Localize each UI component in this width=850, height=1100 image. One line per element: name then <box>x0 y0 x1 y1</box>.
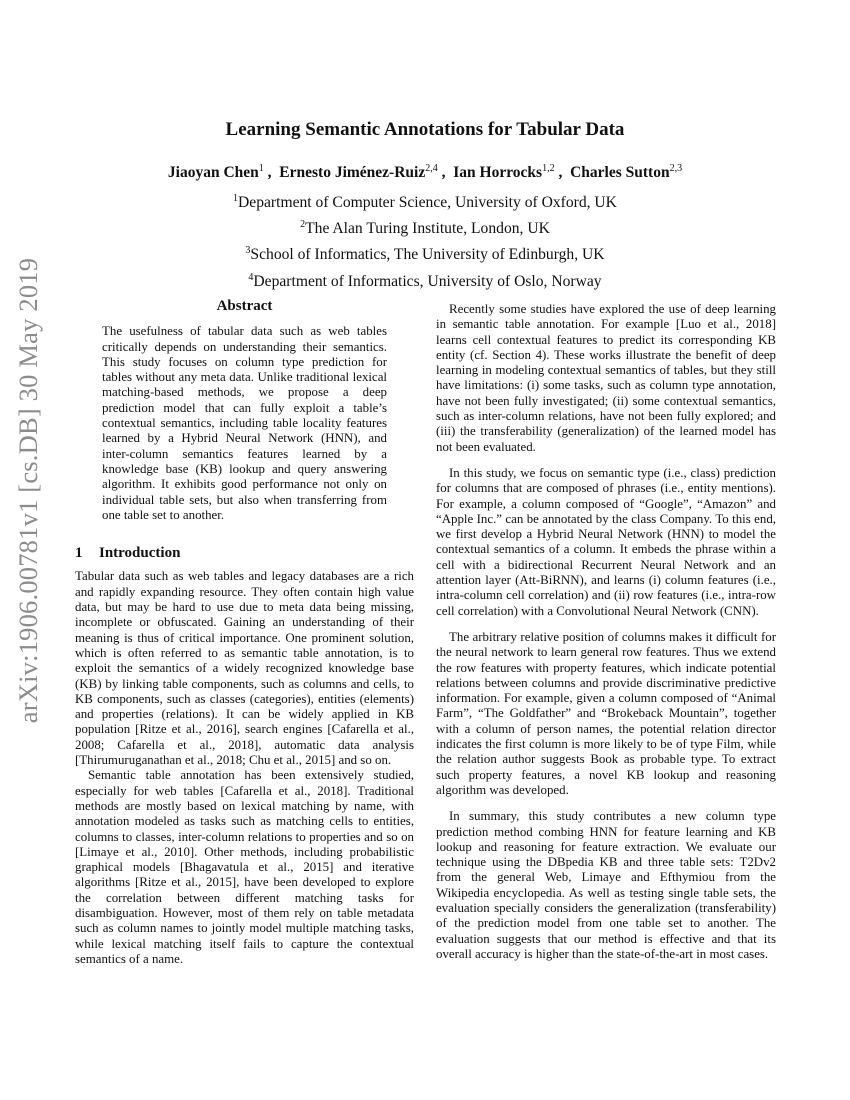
affiliation-list <box>0 188 850 293</box>
author-name: Ian Horrocks <box>453 164 543 182</box>
author-name: Ernesto Jiménez-Ruiz <box>279 164 426 182</box>
intro-paragraph-1: Tabular data such as web tables and legacy databases are a rich and rapidly expanding resource. They often contain high value data, but may be hard to use due to meta data being missing, incomplete or obfuscated. Gaining an understanding of their meaning is thus of critical importance. One prominent solution, which is often referred to as semantic table annotation, is to exploit the semantics of a widely recognized knowledge base (KB) by linking table components, such as columns and cells, to KB components, such as classes (categories), entities (elements) and properties (relations). It can be widely applied in KB population [Ritze et al., 2016], search engines [Cafarella et al., 2008; Cafarella et al., 2018], automatic data analysis [Thirumuruganathan et al., 2018; Chu et al., 2015] and so on. <box>75 569 414 768</box>
section-heading-introduction <box>75 546 414 561</box>
paper-title: Learning Semantic Annotations for Tabular Data <box>225 119 625 140</box>
author-affiliation-mark: 1 <box>258 163 264 174</box>
affiliation: $^2$The Alan Turing Institute, London, UK <box>300 219 550 238</box>
author-affiliation-mark: 2,3 <box>669 163 683 174</box>
intro-paragraph-2: Semantic table annotation has been extensively studied, especially for web tables [Cafarella et al., 2018]. Traditional methods are mostly based on lexical matching by name, with annotation modeled as tasks such as matching cells to entities, columns to classes, inter-column relations to properties and so on [Limaye et al., 2010]. Other methods, including probabilistic graphical models [Bhagavatula et al., 2015] and iterative algorithms [Ritze et al., 2015], have been developed to explore the correlation between different matching tasks for disambiguation. However, most of them rely on table metadata such as column names to jointly model multiple matching tasks, while lexical matching itself fails to capture the contextual semantics of a name. <box>75 768 414 966</box>
section-number: 1 <box>75 545 83 562</box>
abstract-heading: Abstract <box>216 298 273 314</box>
left-column <box>75 299 414 967</box>
author-name: Jiaoyan Chen <box>167 164 259 182</box>
intro-paragraph-3: Recently some studies have explored the use of deep learning in semantic table annotation. For example [Luo et al., 2018] learns cell contextual features to predict its corresponding KB entity (cf. Section 4). These works illustrate the benefit of deep learning in modeling contextual semantics of tables, but they still have limitations: (i) some tasks, such as column type annotation, have not been fully investigated; (ii) some contextual semantics, such as inter-column relations, have not been fully explored; and (iii) the transferability (generalization) of the learned model has not been evaluated. <box>436 302 776 454</box>
affiliation: $^4$Department of Informatics, University of Oslo, Norway <box>248 271 602 290</box>
intro-paragraph-5: The arbitrary relative position of columns makes it difficult for the neural network to learn general row features. Thus we extend the row features with property features, which indicate potential relations between columns and provide discriminative predictive information. For example, given a column composed of “Animal Farm”, “The Goldfather” and “Brokeback Mountain”, together with a column of person names, the potential relation director indicates the first column is more likely to be of type Film, while the relation author suggests Book as probable type. To extract such property features, a novel KB lookup and reasoning algorithm was developed. <box>436 629 776 797</box>
section-title: Introduction <box>99 545 181 562</box>
right-column <box>436 302 776 962</box>
affiliation: $^1$Department of Computer Science, University of Oxford, UK <box>233 193 617 212</box>
author-list: Jiaoyan Chen$^1$ , Ernesto Jiménez-Ruiz$^{2,4}$ , Ian Horrocks$^{1,2}$ , Charles Sutton$^{2,3}$ <box>167 163 683 182</box>
author-affiliation-mark: 2,4 <box>425 163 438 174</box>
author-affiliation-mark: 1,2 <box>542 163 555 174</box>
intro-paragraph-6: In summary, this study contributes a new column type prediction method combing HNN for feature learning and KB lookup and reasoning for feature extraction. We evaluate our technique using the DBpedia KB and three table sets: T2Dv2 from the general Web, Limaye and Efthymiou from the Wikipedia encyclopedia. As well as testing single table sets, the evaluation specially considers the generalization (transferability) of the prediction model from one table set to another. The evaluation suggests that our method is effective and that its overall accuracy is higher than the state-of-the-art in most cases. <box>436 809 776 961</box>
intro-paragraph-4: In this study, we focus on semantic type (i.e., class) prediction for columns that are composed of phrases (i.e., entity mentions). For example, a column composed of “Google”, “Amazon” and “Apple Inc.” can be annotated by the class Company. To this end, we first develop a Hybrid Neural Network (HNN) to model the contextual semantics of a column. It embeds the phrase within a cell with a bidirectional Recurrent Neural Network and an attention layer (Att-BiRNN), and learns (i) column features (i.e., intra-column cell correlation) and (ii) row features (i.e., intra-row cell correlation) with a Convolutional Neural Network (CNN). <box>436 465 776 618</box>
arxiv-identifier: arXiv:1906.00781v1 [cs.DB] 30 May 2019 <box>13 257 44 723</box>
abstract-body: The usefulness of tabular data such as web tables critically depends on understanding their semantics. This study focuses on column type prediction for tables without any meta data. Unlike traditional lexical matching-based methods, we propose a deep prediction model that can fully exploit a table’s contextual semantics, including table locality features learned by a Hybrid Neural Network (HNN), and inter-column semantics features learned by a knowledge base (KB) lookup and query answering algorithm. It exhibits good performance not only on individual table sets, but also when transferring from one table set to another. <box>102 324 387 522</box>
affiliation: $^3$School of Informatics, The University of Edinburgh, UK <box>245 245 605 264</box>
author-name: Charles Sutton <box>570 164 670 182</box>
